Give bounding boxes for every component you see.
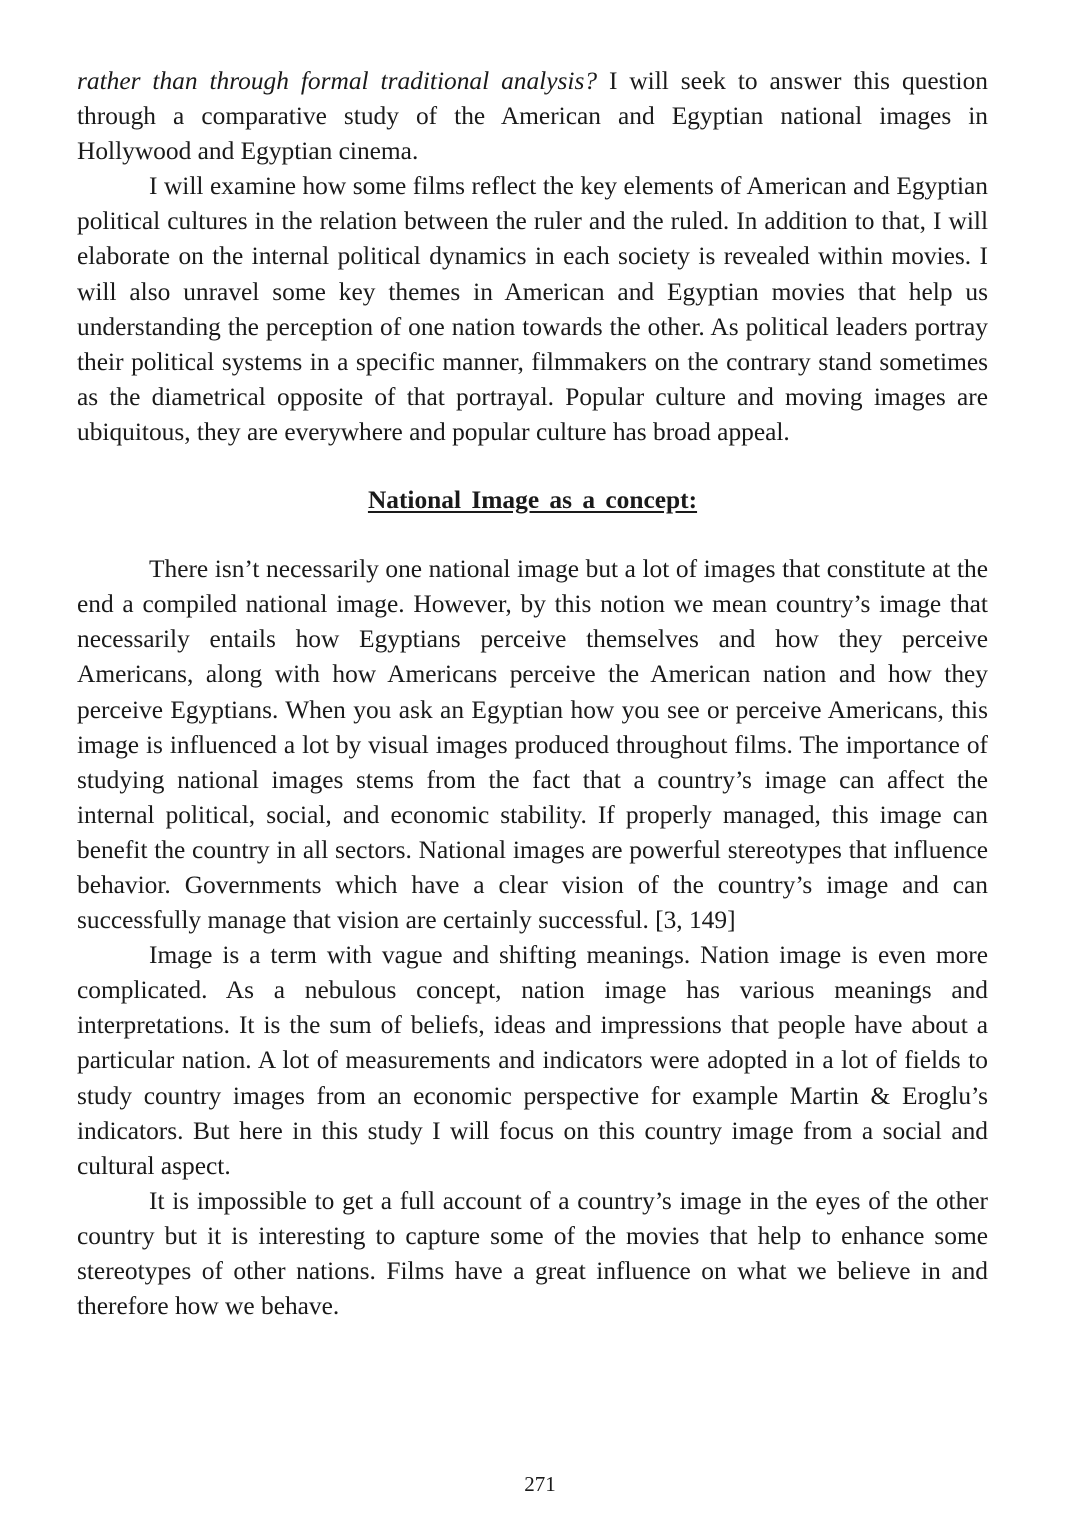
paragraph-political-cultures: I will examine how some films reflect the key elements of American and Egyptian political cultures in the relation between the ruler and the ruled. In addition to that, I will elaborate on the internal political dynamics in each society is revealed within movies. I will also unravel some key themes in American and Egyptian movies that help us understanding the perception of one nation towards the other. As political leaders portray their political systems in a specific manner, filmmakers on the contrary stand sometimes as the diametrical opposite of that portrayal. Popular culture and moving images are ubiquitous, they are everywhere and popular culture has broad appeal. bbox=[77, 172, 988, 446]
section-heading: National Image as a concept: bbox=[367, 486, 698, 515]
paragraph-image-definition: Image is a term with vague and shifting meanings. Nation image is even more complicated. As a nebulous concept, nation image has various meanings and interpretations. It is the sum of beliefs, ideas and impressions that people have about a particular nation. A lot of measurements and indicators were adopted in a lot of fields to study country images from an economic perspective for example Martin & Eroglu’s indicators. But here in this study I will focus on this country image from a social and cultural aspect. bbox=[77, 941, 988, 1180]
italic-question: rather than through formal traditional analysis? bbox=[77, 67, 598, 95]
paragraph-continuation bbox=[77, 64, 988, 169]
paragraph-national-image: There isn’t necessarily one national image but a lot of images that constitute at the end a compiled national image. However, by this notion we mean country’s image that necessarily entails how Egyptians perceive themselves and how they perceive Americans, along with how Americans perceive the American nation and how they perceive Egyptians. When you ask an Egyptian how you see or perceive Americans, this image is influenced a lot by visual images produced throughout films. The importance of studying national images stems from the fact that a country’s image can affect the internal political, social, and economic stability. If properly managed, this image can benefit the country in all sectors. National images are powerful stereotypes that influence behavior. Governments which have a clear vision of the country’s image and can successfully manage that vision are certainly successful. [3, 149] bbox=[77, 555, 988, 935]
page-number: 271 bbox=[524, 1472, 556, 1496]
paragraph-continuation-text: I will seek to answer this question through a comparative study of the American and Egyptian national images in Hollywood and Egyptian cinema. bbox=[77, 67, 988, 166]
paragraph-films-influence: It is impossible to get a full account of a country’s image in the eyes of the other country but it is interesting to capture some of the movies that help to enhance some stereotypes of other nations. Films have a great influence on what we believe in and therefore how we behave. bbox=[77, 1186, 988, 1321]
page-body bbox=[77, 64, 988, 1324]
